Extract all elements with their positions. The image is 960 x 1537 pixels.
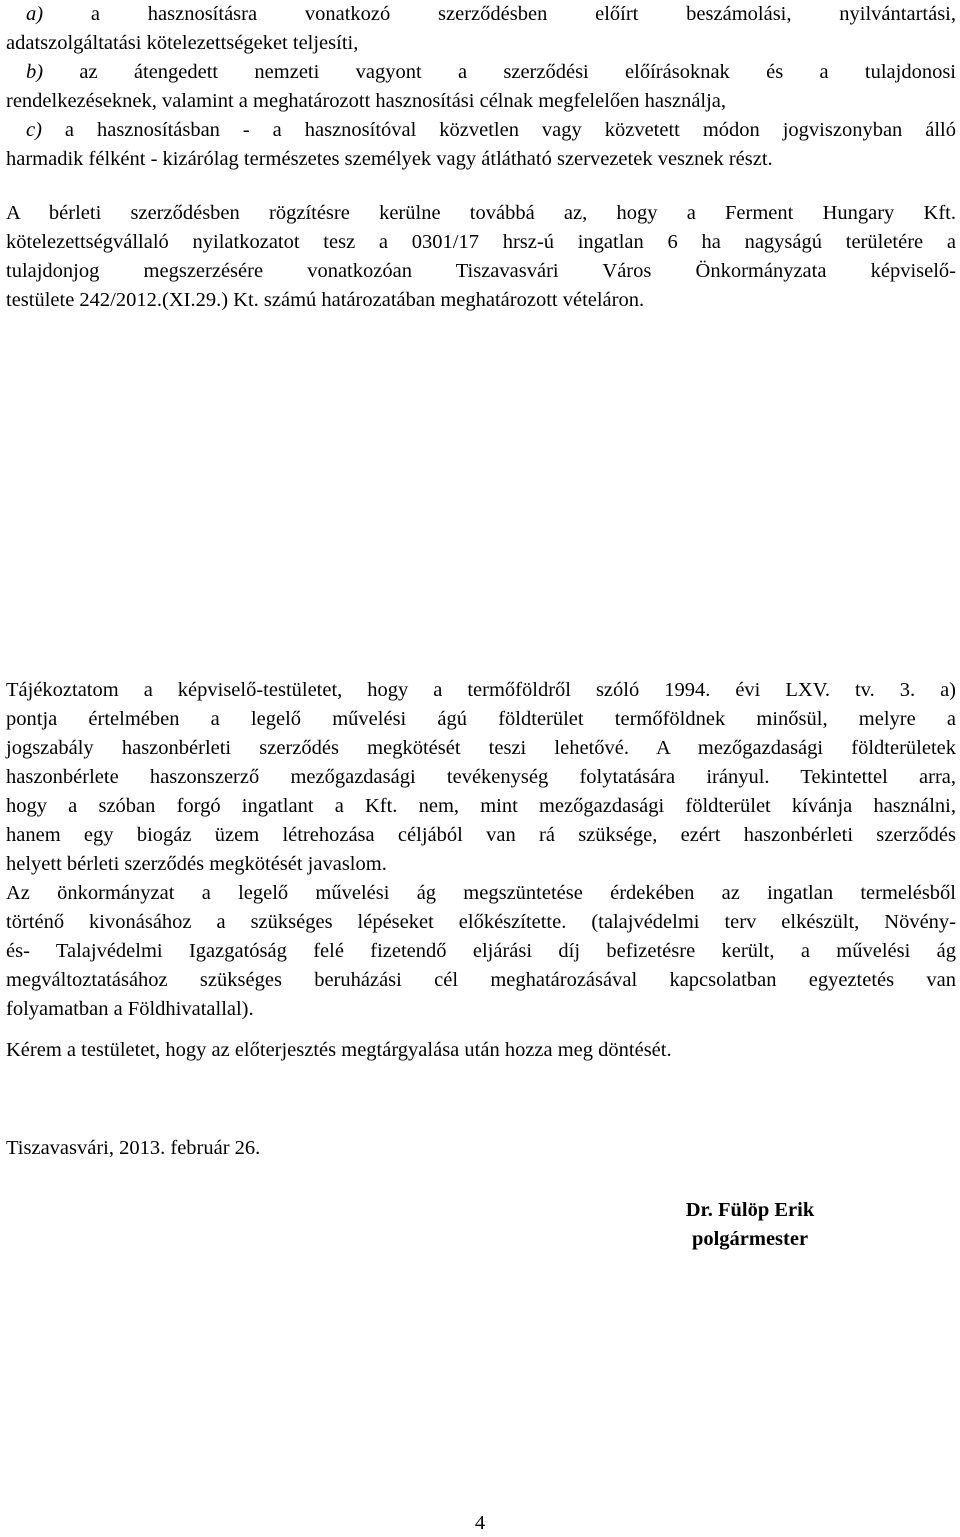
paragraph-line: megváltoztatásához szükséges beruházási cél meghatározásával kapcsolatban egyeztetés van: [6, 969, 956, 991]
paragraph-line: Az önkormányzat a legelő művelési ág megszüntetése érdekében az ingatlan termelésből: [6, 882, 956, 904]
paragraph-line: helyett bérleti szerződés megkötését javaslom.: [6, 853, 387, 875]
paragraph-line: haszonbérlete haszonszerző mezőgazdasági tevékenység folytatására irányul. Tekintettel arra,: [6, 766, 956, 788]
list-item-b: [6, 58, 956, 87]
list-item-c: [6, 116, 956, 145]
paragraph-line-text: Tájékoztatom a képviselő-testületet, hogy a termőföldről szóló 1994. évi LXV. tv. 3.: [6, 679, 916, 701]
request-sentence: [6, 1036, 956, 1065]
list-item-b-text: az átengedett nemzeti vagyont a szerződési előírásoknak és a tulajdonosi: [79, 61, 957, 83]
list-marker-a: a): [26, 3, 44, 25]
paragraph-line: A bérleti szerződésben rögzítésre kerülne továbbá az, hogy a Ferment Hungary Kft.: [6, 202, 956, 224]
list-item-b-cont: rendelkezéseknek, valamint a meghatározott hasznosítási célnak megfelelően használja,: [6, 90, 727, 112]
paragraph-line: kötelezettségvállaló nyilatkozatot tesz a 0301/17 hrsz-ú ingatlan 6 ha nagyságú területére a: [6, 231, 956, 253]
list-marker-b: b): [26, 61, 44, 83]
request-text: Kérem a testületet, hogy az előterjesztés megtárgyalása után hozza meg döntését.: [6, 1039, 672, 1061]
signatory-title: polgármester: [691, 1228, 809, 1250]
place-date: [6, 1134, 956, 1163]
paragraph-line: tulajdonjog megszerzésére vonatkozóan Tiszavasvári Város Önkormányzata képviselő-: [6, 260, 956, 282]
list-marker-c: c): [26, 119, 42, 141]
paragraph-line: folyamatban a Földhivatallal).: [6, 998, 254, 1020]
paragraph-cultivation-branch: [6, 879, 956, 1024]
paragraph-line: pontja értelmében a legelő művelési ágú földterület termőföldnek minősül, melyre a: [6, 708, 956, 730]
signatory-name: Dr. Fülöp Erik: [685, 1199, 815, 1221]
paragraph-line: testülete 242/2012.(XI.29.) Kt. számú határozatában meghatározott vételáron.: [6, 289, 645, 311]
list-item-c-text: a hasznosításban - a hasznosítóval közvetlen vagy közvetett módon jogviszonyban álló: [64, 119, 956, 141]
paragraph-line: [6, 676, 956, 705]
list-item-a-text: a hasznosításra vonatkozó szerződésben előírt beszámolási, nyilvántartási,: [90, 3, 956, 25]
paragraph-line: hogy a szóban forgó ingatlant a Kft. nem, mint mezőgazdasági földterület kívánja használni,: [6, 795, 956, 817]
conditions-list: [6, 0, 956, 174]
place-date-text: Tiszavasvári, 2013. február 26.: [6, 1137, 261, 1159]
list-item-a: [6, 0, 956, 29]
paragraph-line: történő kivonásához a szükséges lépéseket előkészítette. (talajvédelmi terv elkészült, Növény-: [6, 911, 956, 933]
paragraph-lease-contract: [6, 199, 956, 315]
list-item-c-cont: harmadik félként - kizárólag természetes személyek vagy átlátható szervezetek vesznek részt.: [6, 148, 773, 170]
paragraph-line-tail: a): [940, 679, 957, 701]
paragraph-arable-land: [6, 676, 956, 879]
paragraph-line: és- Talajvédelmi Igazgatóság felé fizetendő eljárási díj befizetésre került, a művelési ág: [6, 940, 956, 962]
page-number: 4: [474, 1512, 486, 1534]
paragraph-line: jogszabály haszonbérleti szerződés megkötését teszi lehetővé. A mezőgazdasági földterületek: [6, 737, 956, 759]
signature-block: [600, 1196, 900, 1254]
paragraph-line: hanem egy biogáz üzem létrehozása céljából van rá szüksége, ezért haszonbérleti szerződés: [6, 824, 956, 846]
list-item-a-cont: adatszolgáltatási kötelezettségeket teljesíti,: [6, 32, 359, 54]
